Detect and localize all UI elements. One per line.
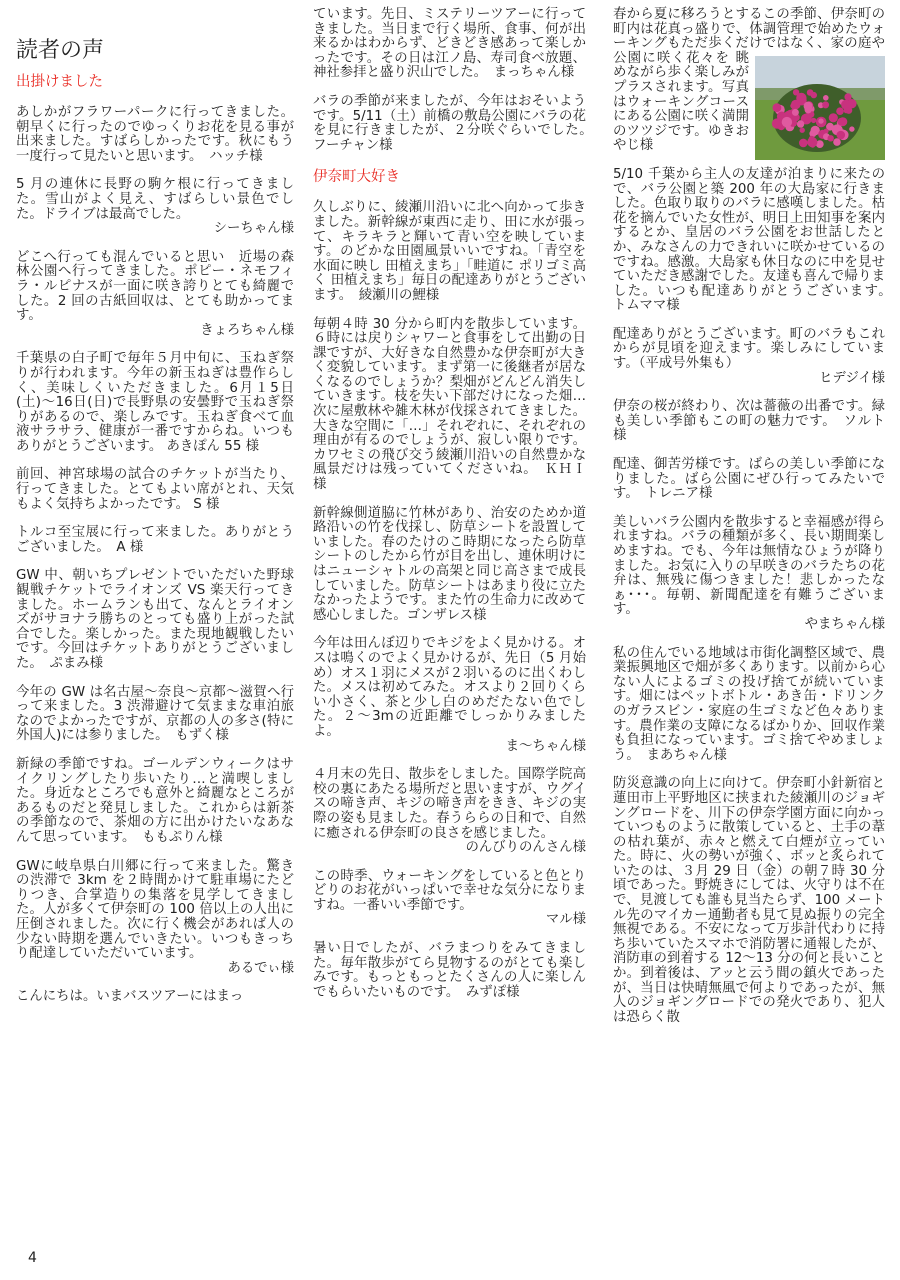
azalea-blossom (792, 109, 799, 116)
letter-text: 5 月の連休に長野の駒ケ根に行ってきました。雪山がよく見え、すばらしい景色でした。ドライブは最高でした。 (16, 177, 294, 222)
azalea-blossom (833, 138, 841, 146)
letter-text: 暑い日でしたが、バラまつりをみてきました。毎年散歩がてら見物するのがとても楽しみです。もっともっとたくさんの人に楽しんでもらいたいものです。 みずぽ様 (313, 941, 586, 1000)
letter-text: 伊奈の桜が終わり、次は薔薇の出番です。緑も美しい季節もこの町の魅力です。 ソルト様 (613, 399, 885, 444)
letter-item (313, 318, 586, 493)
azalea-blossom (823, 95, 829, 101)
letter-text-before-photo: 春から夏に移ろうとするこの季節、伊奈町の町内は花真っ盛りで、体調管理で始めたウォーキングもただ歩くだけではなく、家の庭や公園に咲く花々を (613, 7, 885, 66)
azalea-photo (755, 56, 885, 160)
letter-text: 毎朝４時 30 分から町内を散歩しています。６時には戻りシャワーと食事をして出勤の日課ですが、大好きな自然豊かな伊奈町が大きく変貌しています。まず第一に後継者が居なくなるのでしょうか？梨畑がどんどん消失していきます。枝を失い下部だけになった畑…次に屋敷林や雑木林が伐採されてきました。大きな空間に「…」それぞれに、それぞれの理由が有るのでしょうが、寂しい限りです。カワセミの飛び交う綾瀬川沿いの自然豊かな風景だけは残っていてくださいね。 ＫＨＩ様 (313, 316, 586, 493)
column-2 (313, 7, 600, 1014)
letter-item (613, 166, 899, 314)
letter-signature: ま〜ちゃん様 (505, 738, 586, 754)
azalea-blossom (797, 120, 804, 127)
section-heading-inacho: 伊奈町大好き (313, 169, 400, 186)
azalea-blossom (823, 128, 828, 133)
azalea-blossom (773, 103, 782, 112)
letter-item (613, 777, 885, 1025)
letter-item (16, 352, 294, 454)
page-number: 4 (28, 1250, 37, 1266)
letter-item (313, 870, 586, 928)
letter-item (313, 8, 586, 81)
letter-item (313, 93, 600, 153)
azalea-blossom (809, 135, 815, 141)
letter-text: 私の住んでいる地域は市街化調整区域で、農業振興地区で畑が多くあります。以前から心ない人によるゴミの投げ捨てが続いています。畑にはペットボトル・あき缶・ドリンクのガラスビン・家庭の生ゴミなど色々あります。農作業の支障になるばかりか、回収作業も負担になっています。ゴミ捨てやめましょう。 まあちゃん様 (613, 645, 885, 763)
letter-with-photo (613, 8, 885, 154)
letter-text: 防災意識の向上に向けて。伊奈町小針新宿と蓮田市上平野地区に挟まれた綾瀬川のジョギングロードを、川下の伊奈学園方面に向かっていつものように散策していると、土手の葦の枯れ葉が、赤々と燃えて白煙が立っていた。時に、火の勢いが強く、ボッと炙られていたのは、３月 29 日（金）の朝７時 30 分頃であった。野焼きにしては、火守りは不在で、見渡しても誰も見当たらず、100 メートル先のマイカー通勤者も見て見ぬ振りの完全無視である。不安になって万歩計代わりに持ち歩いていたスマホで消防署に通報したが、消防車の到着する 12〜13 分の何と長いことか。到着後は、アッと云う間の鎮火であったが、当日は快晴無風で何よりであったが、無人のジョギングロードでの発火であり、犯人は恐らく散 (613, 776, 885, 1025)
azalea-blossom (822, 101, 829, 108)
letter-signature: やまちゃん様 (804, 616, 885, 632)
letter-text: GW 中、朝いちプレゼントでいただいた野球観戦チケットでライオンズ VS 楽天行ってきました。ホームランも出て、なんとライオンズがサヨナラ勝ちのとっても盛り上がった試合でした。楽しかった。また現地観戦したいです。今回はチケットありがとうございました。 ぷまみ様 (16, 568, 294, 671)
letter-signature: マル様 (545, 912, 586, 928)
letter-text: 新幹線側道脇に竹林があり、治安のためか道路沿いの竹を伐採し、防草シートを設置していました。春のたけのこ時期になったら防草シートのしたから竹が目を出し、連休明けにはニューシャトルの高架と同じ高さまで成長していました。防草シートはあまり役に立たなかったようです。また竹の生命力に改めて感心しました。ゴンザレス様 (313, 505, 586, 623)
section-heading-outing: 出掛けました (16, 74, 103, 90)
letter-item (16, 178, 294, 236)
azalea-blossom (790, 103, 796, 109)
letter-text: あしかがフラワーパークに行ってきました。朝早くに行ったのでゆっくりお花を見る事が出来ました。すばらしかったです。秋にもう一度行って見たいと思います。 ハッチ様 (16, 105, 294, 164)
letter-item (16, 569, 294, 671)
letter-text: 配達、御苦労様です。ばらの美しい季節になりました。ばら公園にぜひ行ってみたいです。 トレニア様 (613, 457, 885, 502)
letter-text-after-photo: 眺めながら歩く楽しみがプラスされます。写真はウォーキングコースにある公園に咲く満開のツツジです。ゆきおやじ様 (613, 50, 750, 154)
letter-item (613, 400, 885, 444)
azalea-blossom (800, 127, 805, 132)
azalea-blossom (811, 117, 816, 122)
azalea-blossom (818, 118, 823, 123)
letter-text: 今年の GW は名古屋〜奈良〜京都〜滋賀へ行って来ました。3 渋滞避けて気ままな車泊旅なのでよかったですが、京都の人の多さ(特に外国人)には参りました。 もずく様 (16, 684, 294, 744)
letter-text (613, 8, 885, 154)
azalea-blossom (844, 93, 851, 100)
azalea-blossom (799, 138, 808, 147)
azalea-blossom (845, 107, 852, 114)
letter-item (613, 647, 885, 764)
letter-text: ています。先日、ミステリーツアーに行ってきました。当日まで行く場所、食事、何が出来るかはわからず、どきどき感あって楽しかったです。その日は江ノ島、寿司食べ放題、神社参拝と盛り沢山でした。 まっちゃん様 (313, 7, 586, 81)
letter-text: トルコ至宝展に行って来ました。ありがとうございました。 A 様 (16, 525, 294, 555)
azalea-blossom (811, 92, 817, 98)
letter-text: ４月末の先日、散歩をしました。国際学院高校の裏にあたる場所だと思いますが、ウグイスの啼き声、キジの啼き声をきき、キジの実際の姿も見ました。春うららの日和で、自然に癒される伊奈町の良さを感じました。 (313, 767, 586, 841)
letter-text: 美しいバラ公園内を散歩すると幸福感が得られますね。バラの種類が多く、長い期間楽しめますね。でも、今年は無情なひょうが降りました。お気に入りの早咲きのバラたちの花弁は、無残に傷つきました！悲しかったなぁ･･･。毎朝、新聞配達を有難うございます。 (613, 514, 885, 618)
letter-item (613, 458, 885, 502)
letter-item (16, 251, 294, 339)
letter-text: 新緑の季節ですね。ゴールデンウィークはサイクリングしたり歩いたり…と満喫しました。身近なところでも意外と綺麗なところがあるものだと発見しました。これからは新茶の季節なので、茶畑の方に出かけたいなあなんて思っています。 ももぷりん様 (16, 756, 294, 845)
azalea-blossom (837, 118, 845, 126)
azalea-blossom (782, 117, 792, 127)
letters-column-2-bottom (313, 201, 586, 1000)
letter-item (16, 758, 294, 846)
letters-column-1 (16, 106, 294, 1005)
letter-text: こんにちは。いまバスツアーにはまっ (16, 989, 244, 1005)
azalea-blossom (828, 135, 834, 141)
letter-signature: のんびりのんさん様 (465, 840, 586, 856)
letter-item (16, 468, 294, 512)
letter-item (313, 942, 586, 1000)
letter-item (16, 686, 294, 744)
azalea-blossom (837, 130, 846, 139)
letter-text: GWに岐阜県白川郷に行って来ました。驚きの渋滞で 3km を２時間かけて駐車場にたどりつき、合掌造りの集落を見学してきました。人が多くて伊奈町の 100 倍以上の人出に圧倒されました。次に行く機会があれば人の少ない時期を選んでいきたい。いつもきっちり配達していただいています。 (16, 858, 294, 962)
letter-text: 配達ありがとうございます。町のバラもこれからが見頃を迎えます。楽しみにしています。（平成号外集も） (613, 326, 885, 372)
azalea-blossom (829, 113, 838, 122)
letter-item (313, 768, 586, 856)
letter-text: 5/10 千葉から主人の友達が泊まりに来たので、バラ公園と築 200 年の大島家に行きました。色取り取りのバラに感嘆しました。枯花を摘んでいた女性が、明日上田知事を案内するとか、皇居のバラ公園をお世話したとか、みなさんの力できれいに咲かせているのですね。感激。大島家も休日なのに中を見せていただき感謝でした。友達も喜んで帰りました。いつも配達ありがとうございます。 トムママ様 (613, 166, 899, 314)
letters-column-3 (613, 166, 899, 1025)
letters-column-2-top (313, 7, 600, 153)
letter-item (313, 507, 586, 624)
azalea-blossom (804, 101, 813, 110)
page-title: 読者の声 (16, 38, 105, 63)
column-3 (613, 7, 899, 1039)
letter-item (613, 516, 885, 633)
letter-text: 久しぶりに、綾瀬川沿いに北へ向かって歩きました。新幹線が東西に走り、田に水が張って、キラキラと輝いて青い空を映しています。のどかな田園風景いいですね。｢青空を 水面に映し 田植えまち｣「畦道に ポリゴミ高く 田植えまち」毎日の配達ありがとうございます。 綾瀬川の鯉様 (313, 200, 586, 303)
letter-signature: きょろちゃん様 (200, 322, 294, 338)
letter-item (16, 106, 294, 164)
column-1 (16, 8, 294, 1019)
letter-item (16, 860, 294, 977)
letter-item (16, 526, 294, 555)
letter-item (313, 201, 586, 303)
letter-text: どこへ行っても混んでいると思い 近場の森林公園へ行ってきました。ポピー・ネモフィラ・ルピナスが一面に咲き誇りとても綺麗でした。2 回の古紙回収は、とても助かってます。 (16, 249, 294, 324)
azalea-photo-image (755, 56, 885, 160)
letter-item (313, 637, 586, 754)
letter-signature: あるでぃ様 (227, 960, 294, 976)
letter-item (16, 990, 294, 1005)
letter-signature: ヒデジイ様 (818, 370, 885, 386)
letter-text: 今年は田んぼ辺りでキジをよく見かける。オスは鳴くのでよく見かけるが、先日（5 月始め）オス１羽にメスが２羽いるのに出くわした。メスは初めてみた。オスより２回りくらい小さく、茶と少し白のめだたない色でした。２〜3mの近距離でしっかりみましたよ。 (313, 636, 586, 739)
letter-text: 前回、神宮球場の試合のチケットが当たり、行ってきました。とてもよい席がとれ、天気もよく気持ちよかったです。 S 様 (16, 467, 294, 512)
letter-text: バラの季節が来ましたが、今年はおそいようです。5/11（土）前橋の敷島公園にバラの花を見に行きましたが、２分咲ぐらいでした。 フーチャン様 (313, 93, 600, 153)
letter-signature: シーちゃん様 (213, 221, 294, 237)
letter-text: 千葉県の白子町で毎年５月中旬に、玉ねぎ祭りが行われます。今年の新玉ねぎは豊作らしく、美味しくいただきました。6月１5日(土)〜16日(日)で長野県の安曇野で玉ねぎ祭りがあるので、楽しみです。玉ねぎ食べて血液サラサラ、健康が一番ですからね。いつもありがとうございます。 あきぽん 55 様 (16, 351, 294, 454)
letter-text: この時季、ウォーキングをしていると色とりどりのお花がいっぱいで幸せな気分になりますね。一番いい季節です。 (313, 868, 586, 913)
azalea-blossom (810, 142, 815, 147)
azalea-blossom (849, 126, 854, 131)
letter-item (613, 328, 885, 386)
azalea-blossom (836, 107, 844, 115)
